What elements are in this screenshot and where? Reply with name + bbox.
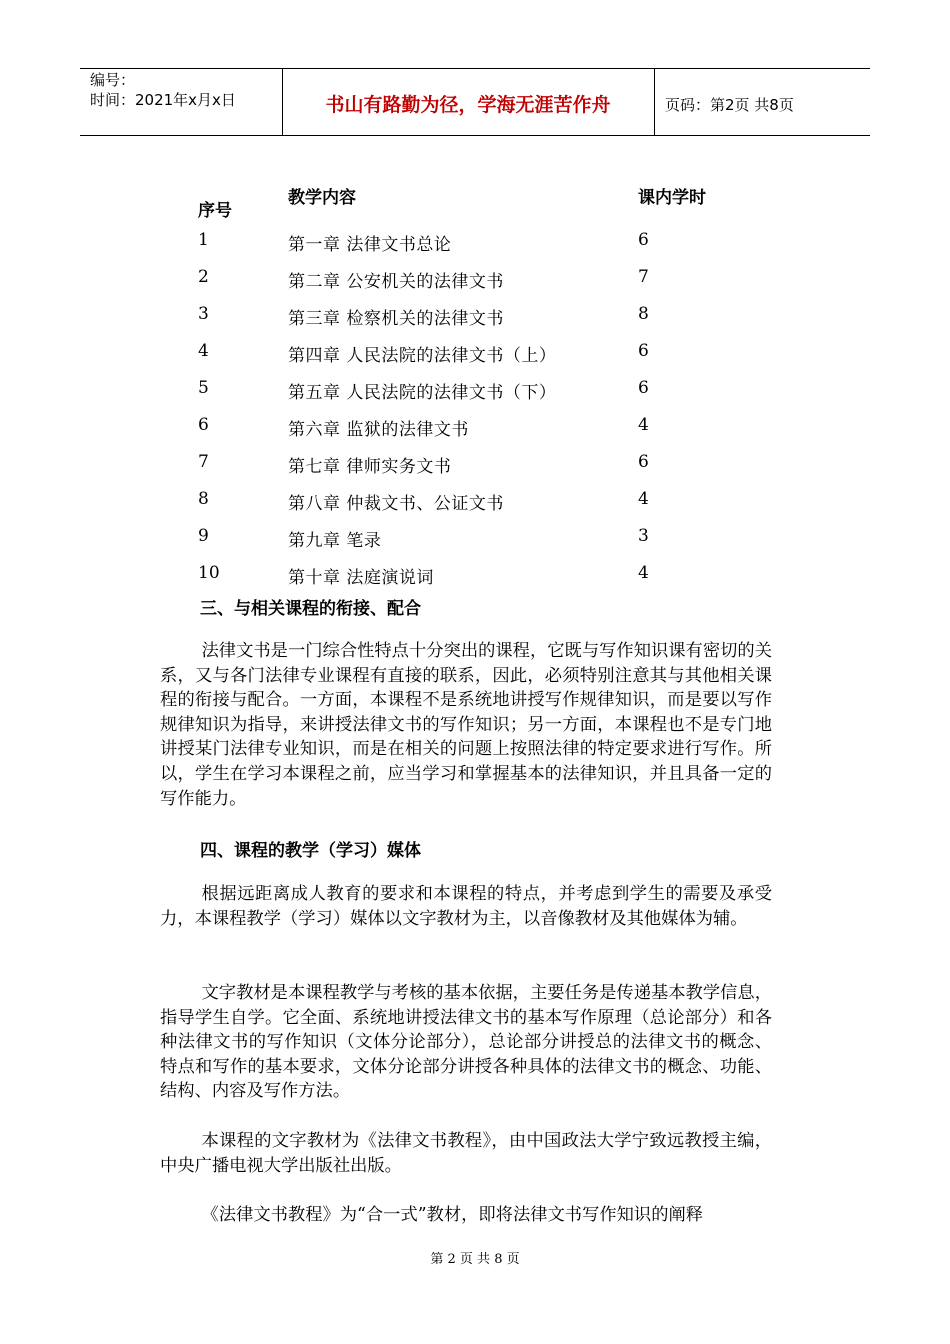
row-index: 5 [198, 378, 209, 398]
row-hours: 4 [638, 563, 649, 583]
row-hours: 6 [638, 378, 649, 398]
header-number-label: 编号： [90, 71, 136, 89]
row-index: 4 [198, 341, 209, 361]
row-hours: 6 [638, 452, 649, 472]
row-hours: 4 [638, 489, 649, 509]
row-content: 第十章 法庭演说词 [288, 568, 434, 588]
table-row [0, 452, 950, 476]
table-header-content: 教学内容 [288, 188, 356, 208]
table-row [0, 304, 950, 328]
header-bottom-rule [80, 135, 870, 136]
row-hours: 8 [638, 304, 649, 324]
table-row [0, 563, 950, 587]
page-footer: 第 2 页 共 8 页 [430, 1252, 520, 1267]
row-hours: 4 [638, 415, 649, 435]
row-content: 第九章 笔录 [288, 531, 382, 551]
row-content: 第八章 仲裁文书、公证文书 [288, 494, 504, 514]
section-heading-4: 四、课程的教学（学习）媒体 [200, 841, 421, 861]
row-hours: 3 [638, 526, 649, 546]
header-page-code: 页码：第2页 共8页 [665, 96, 794, 114]
header-meta [90, 70, 236, 110]
header-top-rule [80, 68, 870, 69]
header-divider-right [654, 68, 655, 136]
row-index: 3 [198, 304, 209, 324]
row-content: 第一章 法律文书总论 [288, 235, 452, 255]
row-content: 第二章 公安机关的法律文书 [288, 272, 504, 292]
table-row [0, 378, 950, 402]
row-index: 6 [198, 415, 209, 435]
row-index: 1 [198, 230, 209, 250]
header-date-label: 时间：2021年x月x日 [90, 91, 236, 109]
section4-paragraph-2: 文字教材是本课程教学与考核的基本依据，主要任务是传递基本教学信息，指导学生自学。它全面、系统地讲授法律文书的基本写作原理（总论部分）和各种法律文书的写作知识（文体分论部分），总论部分讲授总的法律文书的概念、特点和写作的基本要求，文体分论部分讲授各种具体的法律文书的概念、功能、结构、内容及写作方法。 [160, 983, 772, 1102]
section3-paragraph: 法律文书是一门综合性特点十分突出的课程，它既与写作知识课有密切的关系，又与各门法律专业课程有直接的联系，因此，必须特别注意其与其他相关课程的衔接与配合。一方面，本课程不是系统地讲授写作规律知识，而是要以写作规律知识为指导，来讲授法律文书的写作知识；另一方面，本课程也不是专门地讲授某门法律专业知识，而是在相关的问题上按照法律的特定要求进行写作。所以，学生在学习本课程之前，应当学习和掌握基本的法律知识，并且具备一定的写作能力。 [160, 641, 772, 809]
section4-paragraph-1: 根据远距离成人教育的要求和本课程的特点，并考虑到学生的需要及承受力，本课程教学（学习）媒体以文字教材为主，以音像教材及其他媒体为辅。 [160, 884, 772, 929]
header-motto: 书山有路勤为径，学海无涯苦作舟 [325, 94, 611, 116]
row-content: 第三章 检察机关的法律文书 [288, 309, 504, 329]
table-row [0, 267, 950, 291]
table-row [0, 230, 950, 254]
table-row [0, 489, 950, 513]
row-hours: 6 [638, 341, 649, 361]
table-row [0, 526, 950, 550]
row-content: 第六章 监狱的法律文书 [288, 420, 469, 440]
section-heading-3: 三、与相关课程的衔接、配合 [200, 599, 421, 619]
row-index: 7 [198, 452, 209, 472]
section4-paragraph-4: 《法律文书教程》为“合一式”教材，即将法律文书写作知识的阐释 [201, 1205, 704, 1225]
row-index: 9 [198, 526, 209, 546]
table-row [0, 415, 950, 439]
table-header-hours: 课内学时 [638, 188, 706, 208]
row-hours: 7 [638, 267, 649, 287]
row-index: 2 [198, 267, 209, 287]
row-content: 第七章 律师实务文书 [288, 457, 452, 477]
row-index: 10 [198, 563, 220, 583]
row-content: 第五章 人民法院的法律文书（下） [288, 383, 557, 403]
row-index: 8 [198, 489, 209, 509]
section4-paragraph-3: 本课程的文字教材为《法律文书教程》，由中国政法大学宁致远教授主编，中央广播电视大学出版社出版。 [160, 1131, 772, 1176]
table-row [0, 341, 950, 365]
table-header-index: 序号 [198, 201, 232, 221]
row-hours: 6 [638, 230, 649, 250]
row-content: 第四章 人民法院的法律文书（上） [288, 346, 557, 366]
